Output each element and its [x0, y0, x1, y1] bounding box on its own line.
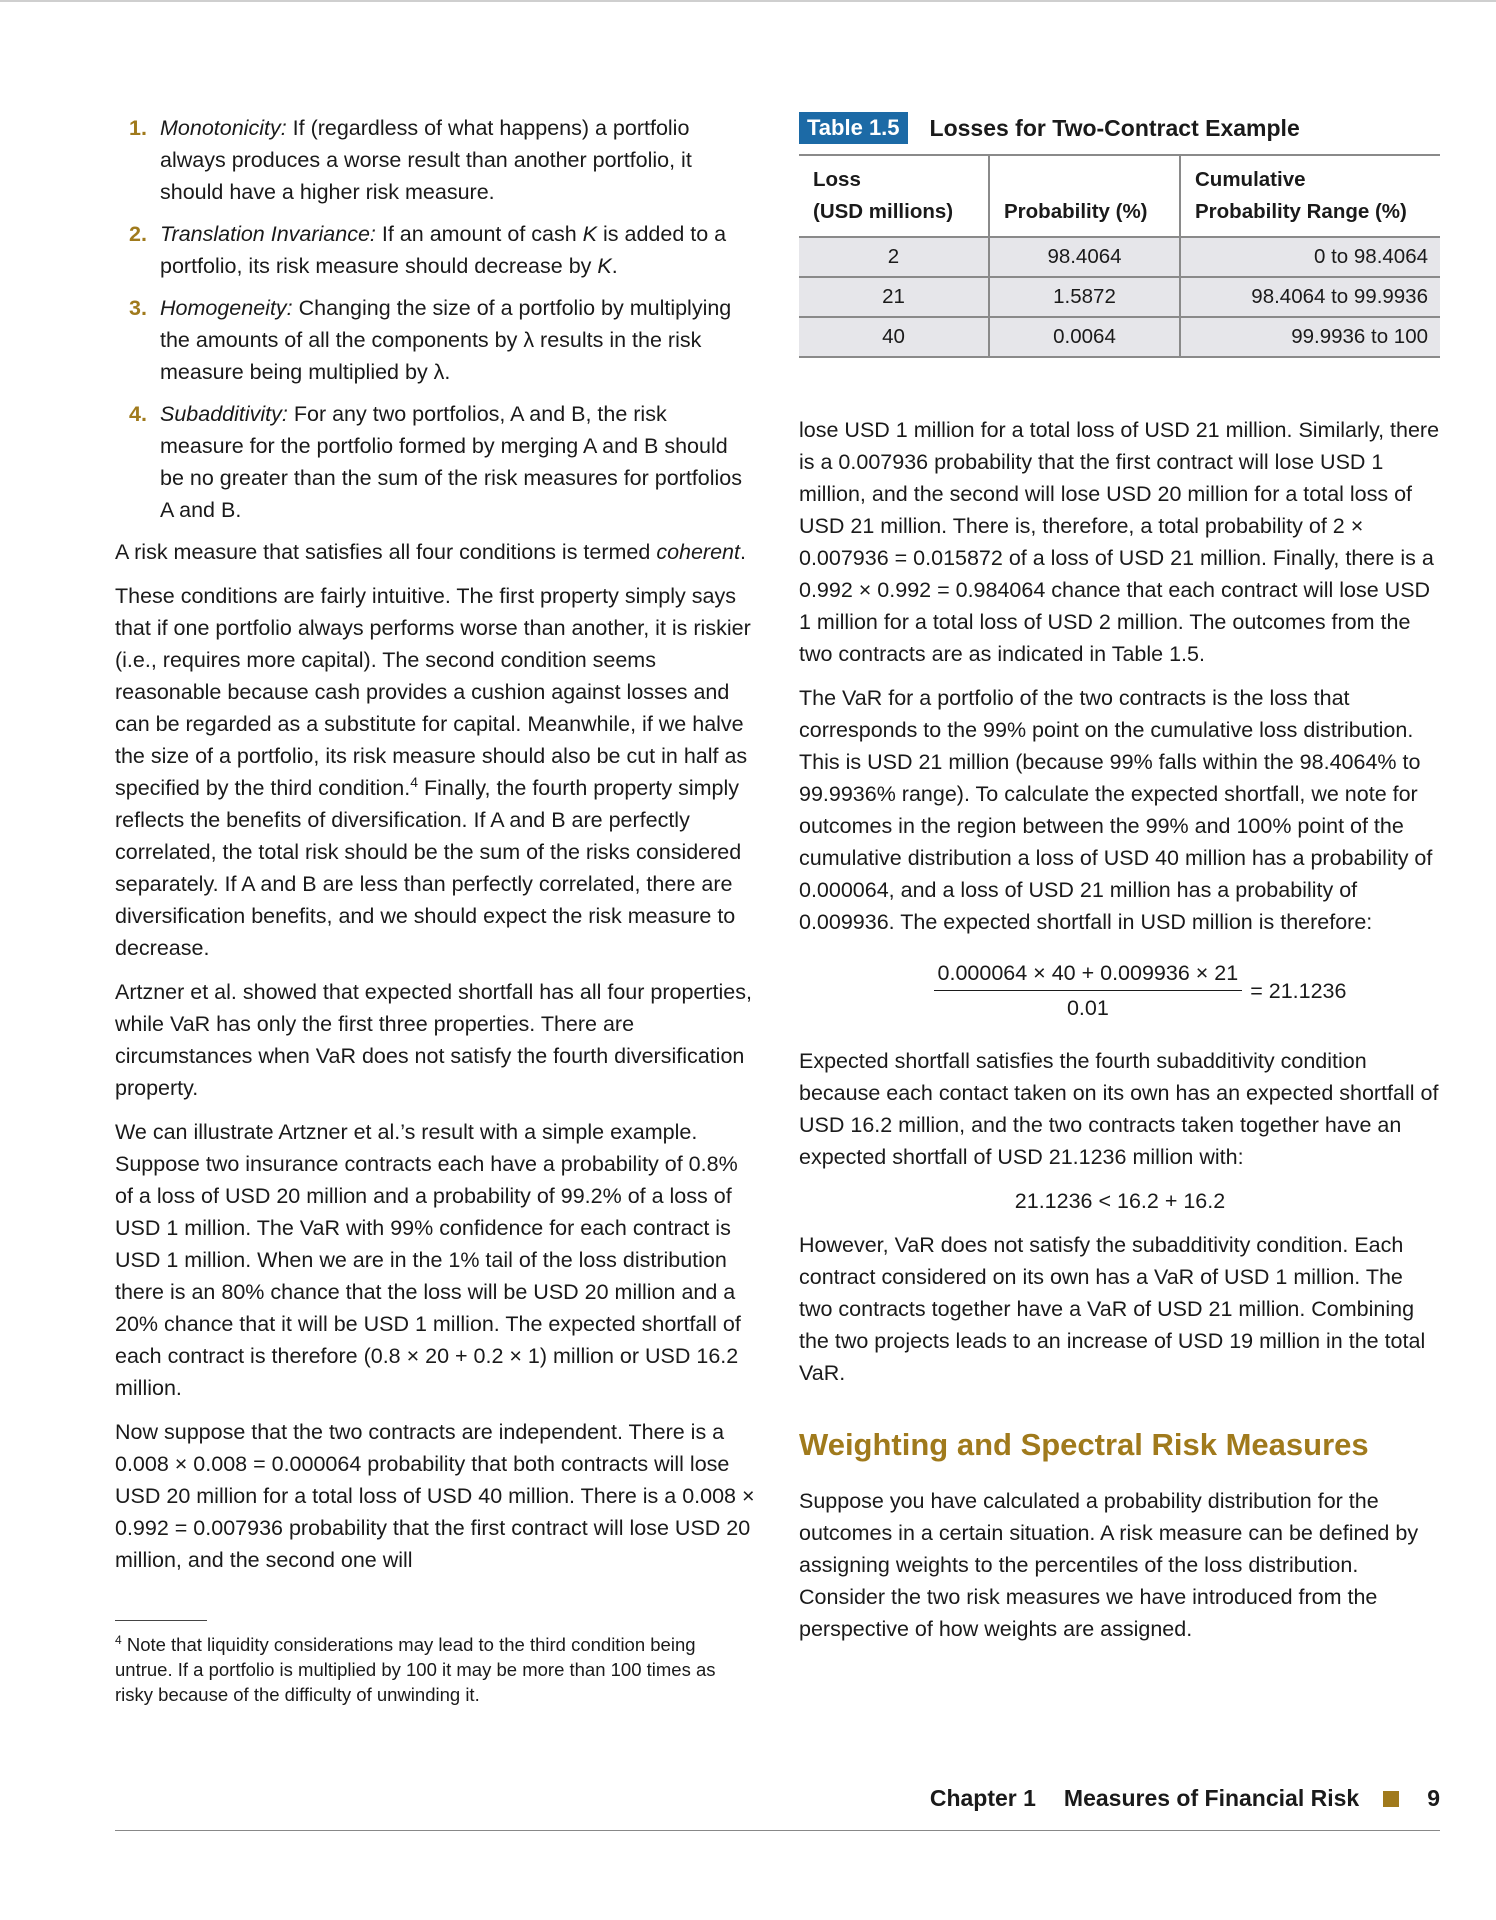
fraction-numerator: 0.000064 × 40 + 0.009936 × 21	[934, 958, 1243, 991]
paragraph-text: These conditions are fairly intuitive. The first property simply says that if one portfolio always performs worse than another, it is riskier (i.e., requires more capital). The second condition seems reasonable because cash provides a cushion against losses and can be regarded as a substitute for capital. Meanwhile, if we halve the size of a portfolio, its risk measure should also be cut in half as specified by the third condition.	[115, 584, 751, 800]
condition-term: Homogeneity:	[160, 296, 293, 320]
independent-paragraph: Now suppose that the two contracts are independent. There is a 0.008 × 0.008 = 0.000064 probability that both contracts will lose USD 20 million for a total loss of USD 40 million. There is a 0.008 × 0.992 = 0.007936 probability that the first contract will lose USD 20 million, and the second one will	[115, 1420, 755, 1572]
footer-chapter: Chapter 1	[929, 1785, 1036, 1811]
expected-shortfall-equation	[839, 958, 1441, 1023]
cell-probability: 1.5872	[989, 277, 1180, 317]
cell-probability: 98.4064	[989, 237, 1180, 277]
header-text: (USD millions)	[813, 200, 954, 223]
footer-square-icon	[1383, 1791, 1399, 1807]
conditions-list	[115, 112, 755, 526]
coherent-paragraph	[115, 536, 755, 568]
footnote-text: Note that liquidity considerations may lead to the third condition being untrue. If a portfolio is multiplied by 100 it may be more than 100 times as risky because of the difficulty of unwinding it.	[115, 1634, 716, 1705]
var-fail-paragraph: However, VaR does not satisfy the subadditivity condition. Each contract considered on its own has a VaR of USD 1 million. The two contracts together have a VaR of USD 21 million. Combining the two projects leads to an increase of USD 19 million in the total VaR.	[799, 1233, 1426, 1385]
condition-text: .	[611, 254, 618, 278]
header-probability: Probability (%)	[989, 155, 1180, 237]
header-text: Probability Range (%)	[1195, 200, 1407, 223]
subadditivity-inequality: 21.1236 < 16.2 + 16.2	[1014, 1189, 1226, 1213]
condition-text: is added to a portfolio, its risk measure should decrease by	[160, 222, 727, 278]
table-number-badge: Table 1.5	[799, 112, 908, 144]
page-number: 9	[1427, 1785, 1440, 1811]
footnote-number: 4	[115, 1632, 122, 1647]
condition-item-subadditivity	[115, 398, 755, 526]
variable-k: K	[597, 254, 612, 278]
condition-text: If (regardless of what happens) a portfolio always produces a worse result than another portfolio, it should have a higher risk measure.	[160, 116, 692, 204]
condition-item-translation-invariance	[115, 218, 755, 282]
footer-title: Measures of Financial Risk	[1063, 1785, 1360, 1811]
left-column	[115, 112, 755, 1588]
header-text: Loss	[813, 168, 861, 191]
condition-term: Subadditivity:	[160, 402, 288, 426]
table-row	[799, 237, 1440, 277]
artzner-paragraph: Artzner et al. showed that expected shortfall has all four properties, while VaR has only the first three properties. There are circumstances when VaR does not satisfy the fourth diversification property.	[115, 980, 752, 1100]
table-caption	[799, 112, 1441, 144]
example-paragraph: We can illustrate Artzner et al.’s result with a simple example. Suppose two insurance contracts each have a probability of 0.8% of a loss of USD 20 million and a probability of 99.2% of a loss of USD 1 million. The VaR with 99% confidence for each contract is USD 1 million. When we are in the 1% tail of the loss distribution there is an 80% chance that the loss will be USD 20 million and a 20% chance that it will be USD 1 million. The expected shortfall of each contract is therefore (0.8 × 20 + 0.2 × 1) million or USD 16.2 million.	[115, 1120, 741, 1400]
coherent-term: coherent	[656, 540, 740, 564]
condition-text: If an amount of cash	[375, 222, 583, 246]
fraction	[934, 958, 1243, 1023]
header-text: Cumulative	[1195, 168, 1306, 191]
header-loss	[799, 155, 989, 237]
cell-range: 99.9936 to 100	[1180, 317, 1440, 357]
table-header-row	[799, 155, 1440, 237]
condition-term: Translation Invariance:	[160, 222, 376, 246]
cell-probability: 0.0064	[989, 317, 1180, 357]
section-heading: Weighting and Spectral Risk Measures	[799, 1427, 1369, 1462]
condition-text: Changing the size of a portfolio by multiplying the amounts of all the components by λ results in the risk measure being multiplied by λ.	[160, 296, 732, 384]
condition-text: For any two portfolios, A and B, the risk measure for the portfolio formed by merging A and B should be no greater than the sum of the risk measures for portfolios A and B.	[160, 402, 742, 522]
continued-paragraph: lose USD 1 million for a total loss of USD 21 million. Similarly, there is a 0.007936 probability that the first contract will lose USD 1 million, and the second will lose USD 20 million for a total loss of USD 21 million. There is, therefore, a total probability of 2 × 0.007936 = 0.015872 of a loss of USD 21 million. Finally, there is a 0.992 × 0.992 = 0.984064 chance that each contract will lose USD 1 million for a total loss of USD 2 million. The outcomes from the two contracts are as indicated in Table 1.5.	[799, 418, 1440, 666]
paragraph-text: A risk measure that satisfies all four conditions is termed	[115, 540, 657, 564]
bottom-rule	[115, 1830, 1440, 1831]
right-column	[799, 112, 1441, 1657]
cell-loss: 2	[799, 237, 989, 277]
section-paragraph: Suppose you have calculated a probability distribution for the outcomes in a certain situation. A risk measure can be defined by assigning weights to the percentiles of the loss distribution. Consider the two risk measures we have introduced from the perspective of how weights are assigned.	[799, 1489, 1419, 1641]
condition-item-homogeneity	[115, 292, 755, 388]
condition-term: Monotonicity:	[160, 116, 287, 140]
cell-range: 0 to 98.4064	[1180, 237, 1440, 277]
losses-table	[799, 154, 1440, 358]
es-paragraph: Expected shortfall satisfies the fourth subadditivity condition because each contact taken on its own has an expected shortfall of USD 16.2 million, and the two contracts taken together have an expected shortfall of USD 21.1236 million with:	[799, 1049, 1439, 1169]
footnote	[115, 1632, 735, 1707]
paragraph-text: .	[739, 540, 746, 564]
cell-loss: 21	[799, 277, 989, 317]
condition-number: 3.	[129, 296, 147, 320]
top-rule	[0, 0, 1496, 2]
intuitive-paragraph	[115, 580, 755, 964]
page-footer	[930, 1785, 1440, 1812]
table-row	[799, 277, 1440, 317]
header-cumulative	[1180, 155, 1440, 237]
paragraph-text: Finally, the fourth property simply reflects the benefits of diversification. If A and B are perfectly correlated, the total risk should be the sum of the risks considered separately. If A and B are less than perfectly correlated, there are diversification benefits, and we should expect the risk measure to decrease.	[115, 776, 742, 960]
condition-number: 2.	[129, 222, 147, 246]
condition-item-monotonicity	[115, 112, 755, 208]
table-title: Losses for Two-Contract Example	[929, 115, 1300, 141]
var-paragraph: The VaR for a portfolio of the two contracts is the loss that corresponds to the 99% point on the cumulative loss distribution. This is USD 21 million (because 99% falls within the 98.4064% to 99.9936% range). To calculate the expected shortfall, we note for outcomes in the region between the 99% and 100% point of the cumulative distribution a loss of USD 40 million has a probability of 0.000064, and a loss of USD 21 million has a probability of 0.009936. The expected shortfall in USD million is therefore:	[799, 686, 1433, 934]
condition-number: 4.	[129, 402, 147, 426]
table-row	[799, 317, 1440, 357]
equation-result: = 21.1236	[1250, 978, 1347, 1003]
fraction-denominator: 0.01	[1066, 996, 1109, 1020]
footnote-rule	[115, 1620, 207, 1621]
cell-range: 98.4064 to 99.9936	[1180, 277, 1440, 317]
variable-k: K	[582, 222, 598, 246]
condition-number: 1.	[129, 116, 147, 140]
footnote-reference[interactable]: 4	[410, 773, 418, 790]
cell-loss: 40	[799, 317, 989, 357]
